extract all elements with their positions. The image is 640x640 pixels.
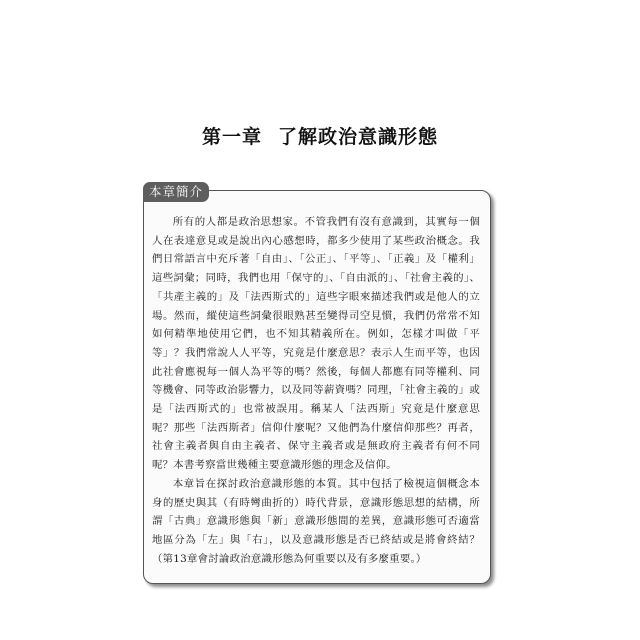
chapter-title	[0, 122, 640, 149]
intro-paragraph: 本章旨在探討政治意識形態的本質。其中包括了檢視這個概念本身的歷史與其（有時彎曲折的）時代背景，意識形態思想的結構，所謂「古典」意識形態與「新」意識形態間的差異，意識形態可否適當地區分為「左」與「右」，以及意識形態是否已終結或是將會終結？（第13章會討論政治意識形態為何重要以及有多麼重要。）	[152, 477, 480, 565]
chapter-name: 了解政治意識形態	[278, 126, 439, 148]
intro-paragraph: 所有的人都是政治思想家。不管我們有沒有意識到，其實每一個人在表達意見或是說出內心感想時，都多少使用了某些政治概念。我們日常語言中充斥著「自由」、「公正」、「平等」、「正義」及「權利」這些詞彙；同時，我們也用「保守的」、「自由派的」、「社會主義的」、「共產主義的」及「法西斯式的」這些字眼來描述我們或是他人的立場。然而，縱使這些詞彙很眼熟甚至變得司空見慣，我們仍常常不知如何精準地使用它們，也不知其精義所在。例如，怎樣才叫做「平等」？我們常說人人平等，究竟是什麼意思？表示人生而平等，也因此社會應視每一個人為平等的嗎？然後，每個人都應有同等權利、同等機會、同等政治影響力，以及同等薪資嗎？同理，「社會主義的」或是「法西斯式的」也常被誤用。稱某人「法西斯」究竟是什麼意思呢？那些「法西斯者」信仰什麼呢？又他們為什麼信仰那些？再者，社會主義者與自由主義者、保守主義者或是無政府主義者有何不同呢？本書考察當世幾種主要意識形態的理念及信仰。	[152, 216, 480, 472]
intro-box	[143, 190, 491, 584]
intro-heading: 本章簡介	[143, 182, 209, 202]
intro-body	[152, 213, 480, 568]
chapter-number: 第一章	[201, 126, 262, 148]
